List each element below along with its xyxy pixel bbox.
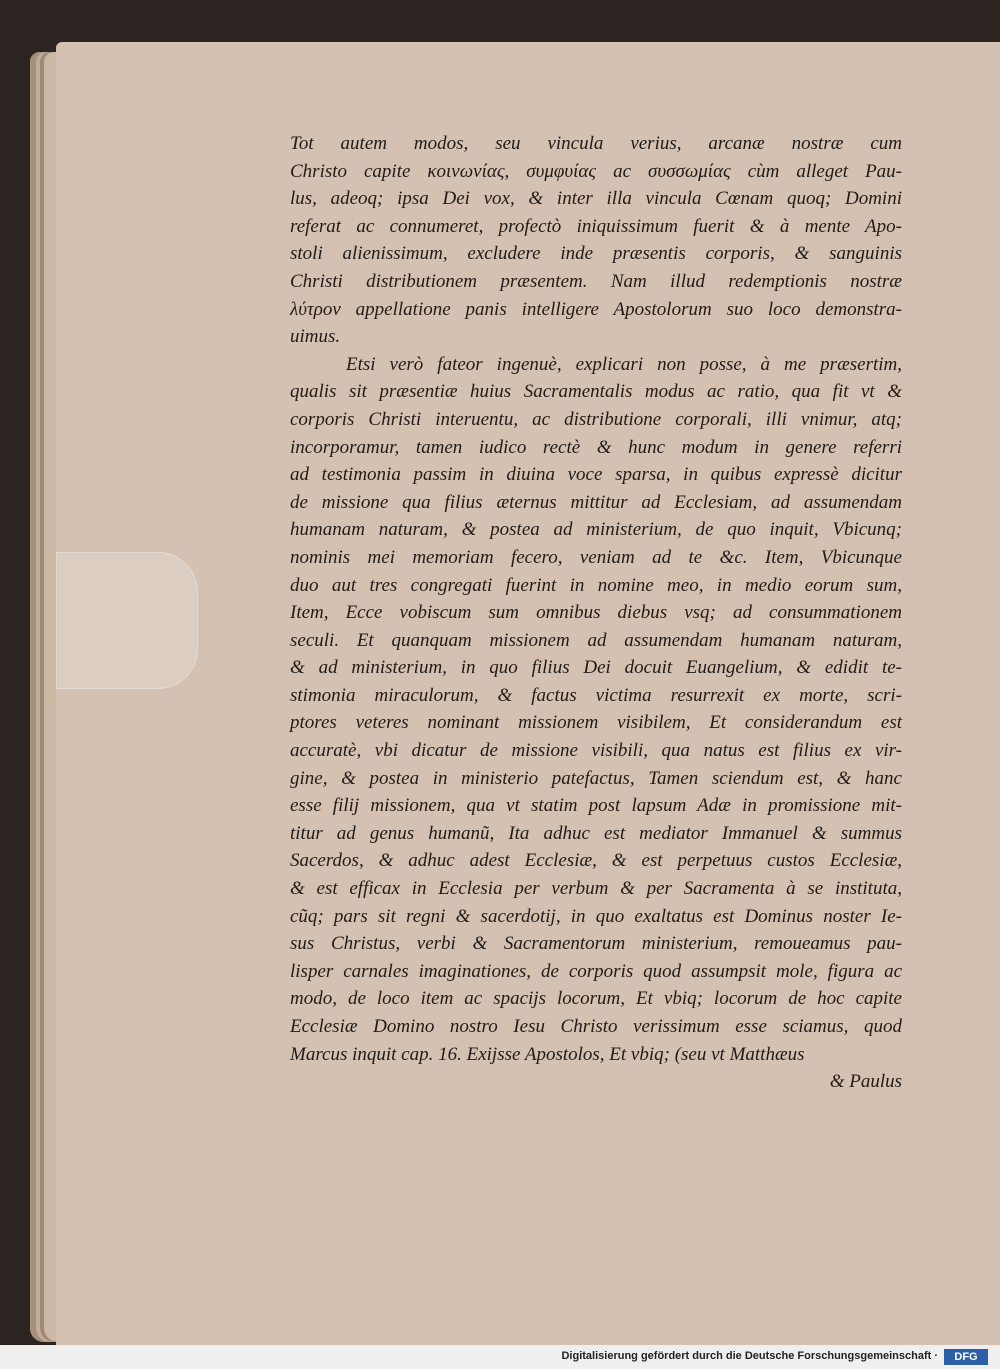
text-line: Marcus inquit cap. 16. Exijsse Apostolos, Et vbiq; (seu vt Matthæus — [290, 1043, 805, 1065]
text-line: sus Christus, verbi & Sacramentorum ministerium, remoueamus pau- — [290, 933, 902, 955]
text-line: λύτρον appellatione panis intelligere Apostolorum suo loco demonstra- — [290, 298, 902, 320]
text-line: ad testimonia passim in diuina voce sparsa, in quibus expressè dicitur — [290, 464, 902, 486]
footer-bar — [0, 1345, 1000, 1369]
text-line: duo aut tres congregati fuerint in nomine meo, in medio eorum sum, — [290, 574, 902, 596]
text-line: titur ad genus humanũ, Ita adhuc est mediator Immanuel & summus — [290, 822, 902, 844]
text-line: ptores veteres nominant missionem visibilem, Et considerandum est — [290, 712, 902, 734]
text-line: & est efficax in Ecclesia per verbum & per Sacramenta à se instituta, — [290, 878, 902, 900]
text-line: Christo capite κοινωνίας, συμφυίας ac συσσωμίας cùm alleget Pau- — [290, 160, 902, 182]
text-line: stoli alienissimum, excludere inde præsentis corporis, & sanguinis — [290, 243, 902, 265]
text-line: Item, Ecce vobiscum sum omnibus diebus vsq; ad consummationem — [290, 602, 902, 624]
text-line: cũq; pars sit regni & sacerdotij, in quo exaltatus est Dominus noster Ie- — [290, 905, 902, 927]
text-line: uimus. — [290, 326, 341, 348]
text-line: Ecclesiæ Domino nostro Iesu Christo verissimum esse sciamus, quod — [290, 1016, 902, 1037]
text-line: incorporamur, tamen iudico rectè & hunc modum in genere referri — [290, 436, 902, 458]
text-line: de missione qua filius æternus mittitur ad Ecclesiam, ad assumendam — [290, 491, 902, 513]
text-line: Sacerdos, & adhuc adest Ecclesiæ, & est perpetuus custos Ecclesiæ, — [290, 850, 902, 872]
text-line: humanam naturam, & postea ad ministerium, de quo inquit, Vbicunq; — [290, 519, 902, 541]
page-text-block — [290, 130, 902, 1096]
text-line: Tot autem modos, seu vincula verius, arcanæ nostræ cum — [290, 133, 902, 154]
text-line: corporis Christi interuentu, ac distributione corporali, illi vnimur, atq; — [290, 408, 902, 430]
text-line: lus, adeoq; ipsa Dei vox, & inter illa vincula Cœnam quoq; Domini — [290, 188, 902, 210]
paragraph-2 — [290, 351, 902, 1068]
text-line: gine, & postea in ministerio patefactus, Tamen sciendum est, & hanc — [290, 767, 902, 789]
text-line: Christi distributionem præsentem. Nam illud redemptionis nostræ — [290, 270, 902, 292]
text-line: stimonia miraculorum, & factus victima resurrexit ex morte, scri- — [290, 684, 902, 706]
text-line: Etsi verò fateor ingenuè, explicari non posse, à me præsertim, — [346, 353, 902, 375]
text-line: referat ac connumeret, profectò iniquissimum fuerit & à mente Apo- — [290, 215, 902, 237]
catchword: & Paulus — [829, 1071, 902, 1093]
paragraph-1 — [290, 130, 902, 351]
text-line: lisper carnales imaginationes, de corporis quod assumpsit mole, figura ac — [290, 960, 902, 982]
text-line: esse filij missionem, qua vt statim post lapsum Adæ in promissione mit- — [290, 795, 902, 817]
bookmark-tab — [56, 552, 198, 689]
text-line: nominis mei memoriam fecero, veniam ad te &c. Item, Vbicunque — [290, 546, 902, 568]
footer-credit: Digitalisierung gefördert durch die Deutsche Forschungsgemeinschaft · — [561, 1350, 938, 1362]
dfg-logo-icon: DFG — [944, 1349, 988, 1365]
text-line: & ad ministerium, in quo filius Dei docuit Euangelium, & edidit te- — [290, 657, 902, 679]
text-line: modo, de loco item ac spacijs locorum, Et vbiq; locorum de hoc capite — [290, 988, 902, 1010]
text-line: accuratè, vbi dicatur de missione visibili, qua natus est filius ex vir- — [290, 740, 902, 762]
text-line: seculi. Et quanquam missionem ad assumendam humanam naturam, — [290, 629, 902, 651]
text-line: qualis sit præsentiæ huius Sacramentalis modus ac ratio, qua fit vt & — [290, 381, 902, 403]
